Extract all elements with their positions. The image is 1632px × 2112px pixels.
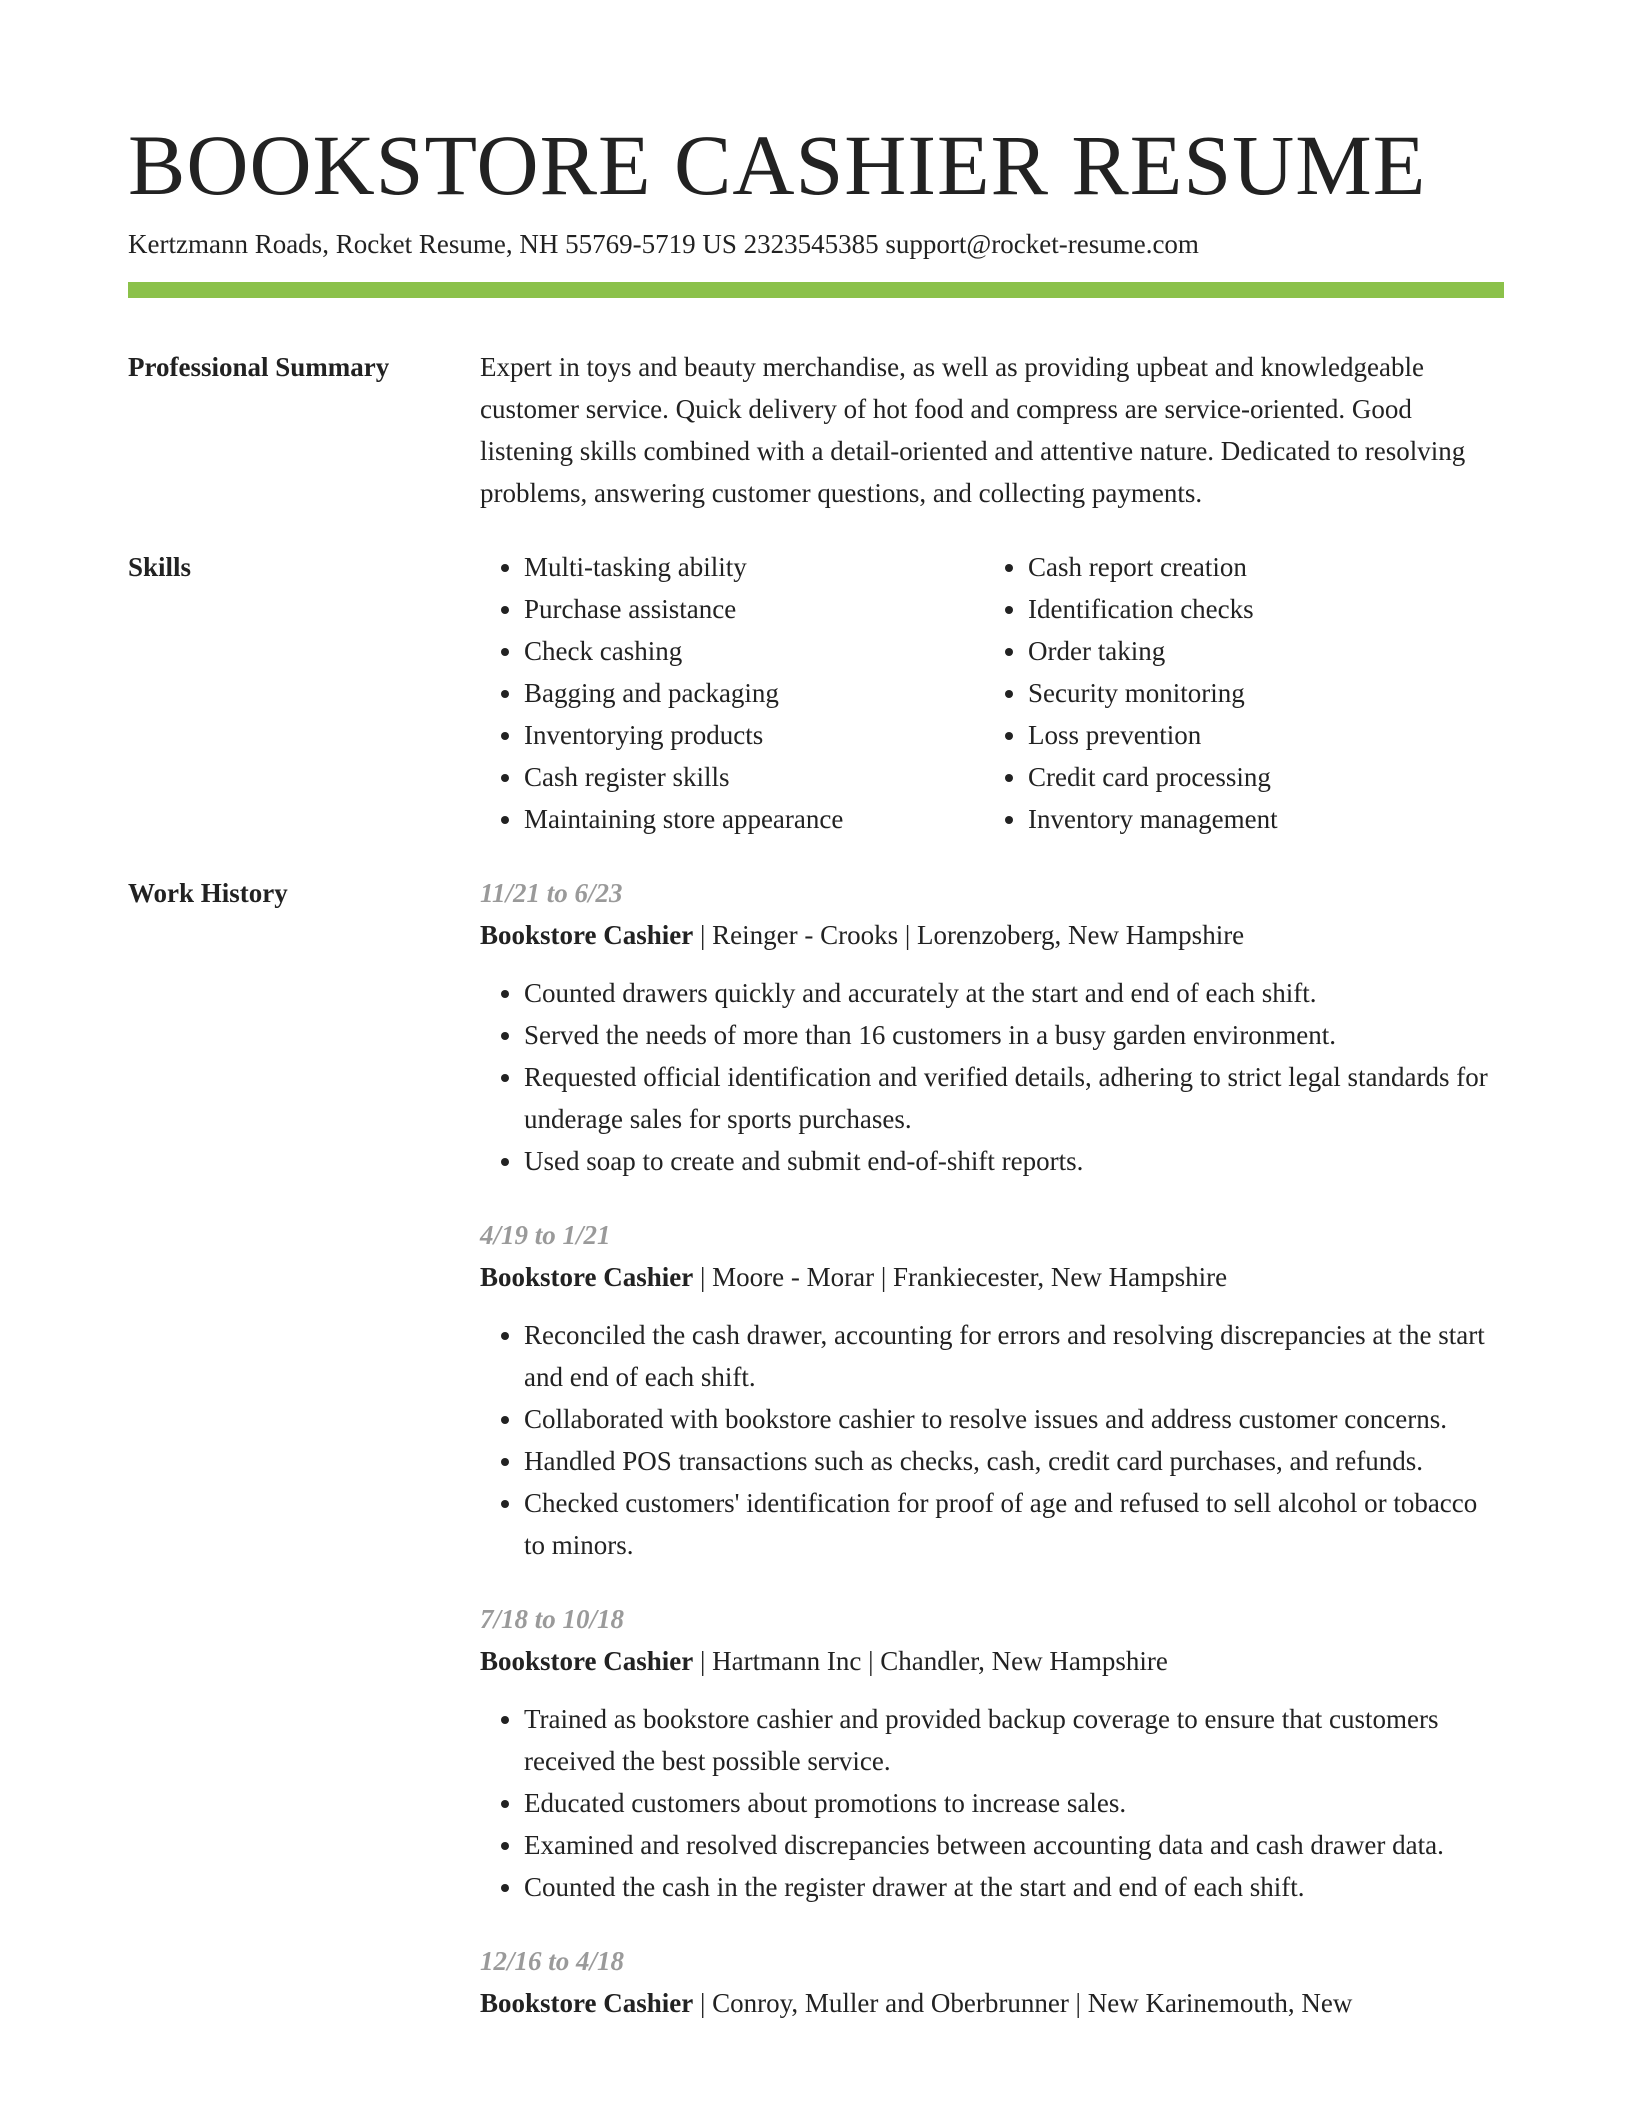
job-bullet: • Checked customers' identification for proof of age and refused to sell alcohol or tobacco to minors. [524, 1482, 1504, 1566]
job-bullet: • Requested official identification and verified details, adhering to strict legal standards for underage sales for sports purchases. [524, 1056, 1504, 1140]
job-bullet: • Counted drawers quickly and accurately at the start and end of each shift. [524, 972, 1504, 1014]
skill-item: • Check cashing [524, 630, 984, 672]
skill-item: • Cash register skills [524, 756, 984, 798]
skill-item: • Inventorying products [524, 714, 984, 756]
skill-item: • Multi-tasking ability [524, 546, 984, 588]
job-bullet: • Trained as bookstore cashier and provided backup coverage to ensure that customers received the best possible service. [524, 1698, 1504, 1782]
job-bullet: • Handled POS transactions such as checks, cash, credit card purchases, and refunds. [524, 1440, 1504, 1482]
summary-label: Professional Summary [128, 351, 390, 382]
job-title: Bookstore Cashier [480, 1645, 694, 1676]
job-dates: 12/16 to 4/18 [480, 1945, 625, 1976]
skill-item: • Order taking [1028, 630, 1488, 672]
job-bullet: • Counted the cash in the register drawer at the start and end of each shift. [524, 1866, 1504, 1908]
job-details: | Reinger - Crooks | Lorenzoberg, New Hampshire [693, 919, 1245, 950]
skills-column-right [984, 546, 1488, 840]
work-history-section [128, 872, 1504, 2056]
summary-text: Expert in toys and beauty merchandise, as well as providing upbeat and knowledgeable customer service. Quick delivery of hot food and compress are service-oriented. Good listening skills combined with a detail-oriented and attentive nature. Dedicated to resolving problems, answering customer questions, and collecting payments. [480, 351, 1466, 508]
skill-item: • Loss prevention [1028, 714, 1488, 756]
job-bullet: • Served the needs of more than 16 customers in a busy garden environment. [524, 1014, 1504, 1056]
contact-line: Kertzmann Roads, Rocket Resume, NH 55769-5719 US 2323545385 support@rocket-resume.com [128, 228, 1199, 259]
summary-section [128, 346, 1504, 514]
skill-item: • Bagging and packaging [524, 672, 984, 714]
job-dates: 4/19 to 1/21 [480, 1219, 611, 1250]
job-heading [480, 1982, 1504, 2024]
job-bullet: • Collaborated with bookstore cashier to resolve issues and address customer concerns. [524, 1398, 1504, 1440]
job-heading [480, 1256, 1504, 1298]
job-bullet: • Used soap to create and submit end-of-shift reports. [524, 1140, 1504, 1182]
job-dates: 11/21 to 6/23 [480, 877, 623, 908]
skill-item: • Maintaining store appearance [524, 798, 984, 840]
job-entry [480, 1598, 1504, 1908]
skills-columns [480, 546, 1504, 840]
job-dates: 7/18 to 10/18 [480, 1603, 625, 1634]
skill-item: • Purchase assistance [524, 588, 984, 630]
job-heading [480, 914, 1504, 956]
job-details: | Hartmann Inc | Chandler, New Hampshire [693, 1645, 1168, 1676]
job-details: | Conroy, Muller and Oberbrunner | New Karinemouth, New [693, 1987, 1353, 2018]
resume-page [128, 118, 1504, 2056]
skills-section [128, 546, 1504, 840]
job-title: Bookstore Cashier [480, 1987, 694, 2018]
skills-column-left [480, 546, 984, 840]
header-divider [128, 282, 1504, 298]
job-title: Bookstore Cashier [480, 1261, 694, 1292]
resume-title: BOOKSTORE CASHIER RESUME [128, 117, 1427, 213]
job-entry [480, 1940, 1504, 2024]
job-bullet: • Reconciled the cash drawer, accounting for errors and resolving discrepancies at the start and end of each shift. [524, 1314, 1504, 1398]
skill-item: • Identification checks [1028, 588, 1488, 630]
skill-item: • Inventory management [1028, 798, 1488, 840]
skill-item: • Cash report creation [1028, 546, 1488, 588]
job-entry [480, 1214, 1504, 1566]
job-details: | Moore - Morar | Frankiecester, New Hampshire [693, 1261, 1228, 1292]
job-entry [480, 872, 1504, 1182]
job-title: Bookstore Cashier [480, 919, 694, 950]
work-history-label: Work History [128, 877, 288, 908]
skill-item: • Credit card processing [1028, 756, 1488, 798]
job-bullet: • Examined and resolved discrepancies between accounting data and cash drawer data. [524, 1824, 1504, 1866]
job-heading [480, 1640, 1504, 1682]
skills-label: Skills [128, 551, 192, 582]
job-bullet: • Educated customers about promotions to increase sales. [524, 1782, 1504, 1824]
skill-item: • Security monitoring [1028, 672, 1488, 714]
